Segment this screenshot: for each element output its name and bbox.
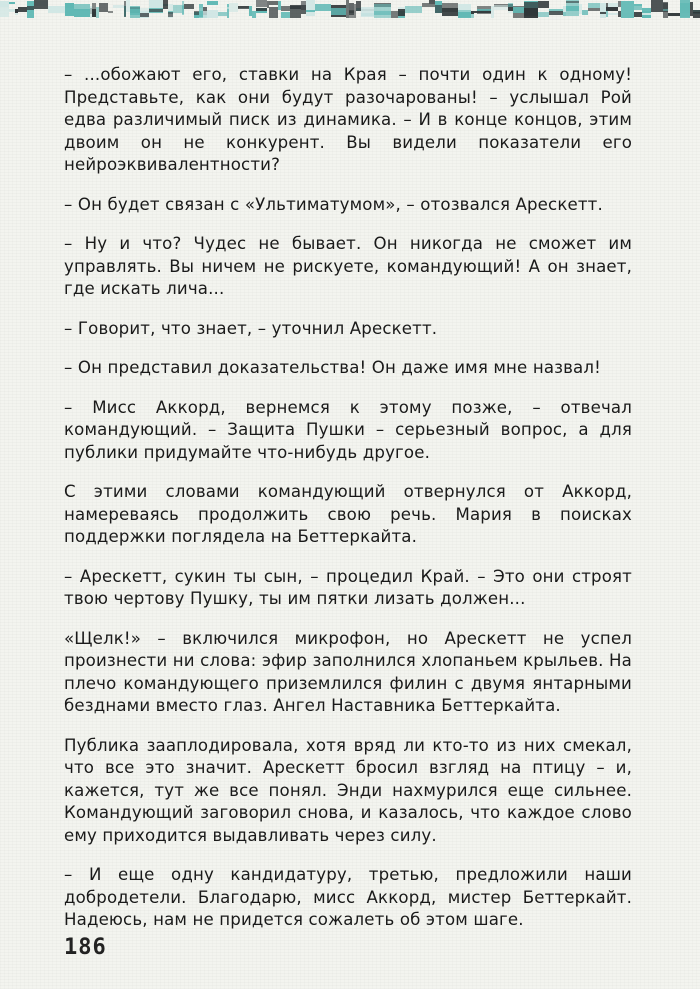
banner-glitch-block bbox=[194, 11, 199, 15]
banner-glitch-block bbox=[199, 4, 203, 8]
banner-glitch-block bbox=[494, 5, 508, 10]
banner-glitch-block bbox=[429, 0, 435, 4]
banner-glitch-block bbox=[566, 6, 579, 11]
banner-glitch-block bbox=[608, 3, 618, 7]
banner-glitch-block bbox=[48, 6, 65, 13]
banner-glitch-block bbox=[149, 0, 163, 8]
banner-glitch-block bbox=[306, 0, 315, 16]
banner-glitch-block bbox=[600, 3, 606, 18]
banner-glitch-block bbox=[203, 11, 207, 18]
banner-glitch-block bbox=[549, 11, 563, 15]
banner-glitch-block bbox=[588, 3, 600, 8]
paragraph: – Мисс Аккорд, вернемся к этому позже, – отвечал командующий. – Защита Пушки – серьезный вопрос, а для публики придумайте что-нибудь другое. bbox=[64, 397, 632, 462]
banner-glitch-block bbox=[227, 7, 229, 9]
banner-glitch-block bbox=[474, 11, 477, 13]
banner-glitch-block bbox=[124, 1, 126, 17]
banner-glitch-block bbox=[149, 9, 163, 12]
banner-glitch-block bbox=[199, 11, 203, 17]
glitch-banner-graphic bbox=[0, 0, 700, 18]
banner-glitch-block bbox=[680, 0, 690, 18]
banner-glitch-block bbox=[349, 10, 354, 18]
banner-glitch-block bbox=[18, 7, 27, 12]
paragraph: – Арескетт, сукин ты сын, – процедил Край. – Это они строят твою чертову Пушку, ты им пятки лизать должен... bbox=[64, 566, 632, 608]
banner-glitch-block bbox=[15, 13, 18, 15]
banner-glitch-block bbox=[15, 9, 18, 13]
banner-glitch-block bbox=[281, 12, 290, 18]
paragraph: – И еще одну кандидатуру, третью, предложили наши добродетели. Благодарю, мисс Аккорд, мистер Беттеркайт. Надеюсь, нам не придется сожалеть об этом шаге. bbox=[64, 865, 632, 929]
banner-glitch-block bbox=[391, 11, 398, 18]
banner-glitch-block bbox=[34, 0, 48, 9]
banner-glitch-block bbox=[356, 1, 361, 11]
banner-glitch-block bbox=[651, 0, 663, 12]
banner-glitch-block bbox=[513, 7, 524, 13]
banner-glitch-block bbox=[618, 11, 621, 17]
banner-glitch-block bbox=[642, 13, 651, 15]
banner-glitch-block bbox=[477, 9, 491, 11]
banner-glitch-block bbox=[634, 6, 642, 10]
banner-glitch-block bbox=[218, 12, 227, 16]
paragraph: – ...обожают его, ставки на Края – почти один к одному! Представьте, как они будут разочарованы! – услышал Рой едва различимый писк из динамика. – И в конце концов, этим двоим он не конкурент. Вы видели показатели его нейроэквивалентности? bbox=[64, 65, 632, 174]
paragraph: – Говорит, что знает, – уточнил Арескетт. bbox=[64, 318, 438, 338]
banner-glitch-block bbox=[600, 12, 606, 14]
banner-glitch-block bbox=[74, 9, 90, 17]
banner-glitch-block bbox=[634, 4, 642, 6]
banner-glitch-block bbox=[422, 3, 429, 7]
banner-glitch-block bbox=[634, 12, 642, 17]
banner-glitch-block bbox=[458, 10, 471, 17]
banner-glitch-block bbox=[491, 6, 494, 18]
banner-glitch-block bbox=[306, 10, 315, 12]
paragraph: – Он представил доказательства! Он даже имя мне назвал! bbox=[64, 358, 601, 377]
banner-glitch-block bbox=[508, 11, 513, 13]
banner-glitch-block bbox=[524, 2, 538, 16]
banner-glitch-block bbox=[301, 5, 306, 10]
banner-glitch-block bbox=[374, 4, 391, 18]
banner-glitch-block bbox=[563, 6, 566, 12]
banner-glitch-block bbox=[563, 12, 566, 16]
banner-glitch-block bbox=[621, 1, 634, 18]
banner-glitch-block bbox=[207, 1, 218, 5]
banner-glitch-block bbox=[315, 4, 331, 11]
banner-glitch-block bbox=[227, 4, 229, 18]
banner-glitch-block bbox=[508, 3, 513, 7]
banner-glitch-block bbox=[207, 10, 218, 18]
banner-glitch-block bbox=[229, 3, 238, 12]
banner-glitch-block bbox=[579, 4, 582, 14]
banner-glitch-block bbox=[9, 9, 15, 12]
banner-glitch-block bbox=[435, 5, 442, 13]
banner-glitch-block bbox=[249, 6, 252, 16]
banner-glitch-block bbox=[301, 10, 306, 14]
banner-glitch-block bbox=[99, 3, 108, 12]
banner-glitch-block bbox=[256, 0, 267, 7]
banner-glitch-block bbox=[608, 13, 618, 15]
banner-glitch-block bbox=[538, 12, 549, 17]
page-number: 186 bbox=[64, 935, 107, 960]
banner-glitch-block bbox=[405, 6, 422, 13]
banner-glitch-block bbox=[442, 8, 458, 16]
banner-glitch-block bbox=[606, 3, 608, 10]
banner-glitch-block bbox=[668, 13, 680, 16]
banner-glitch-block bbox=[252, 11, 256, 18]
banner-glitch-block bbox=[693, 10, 700, 13]
banner-glitch-block bbox=[96, 7, 99, 18]
banner-glitch-block bbox=[582, 10, 588, 15]
paragraph: С этими словами командующий отвернулся от Аккорд, намереваясь продолжить свою речь. Мария в поисках поддержки поглядела на Беттеркайта. bbox=[64, 482, 632, 546]
banner-glitch-block bbox=[538, 1, 549, 8]
banner-glitch-block bbox=[163, 0, 168, 9]
banner-glitch-block bbox=[92, 3, 96, 17]
banner-glitch-block bbox=[0, 1, 9, 17]
banner-glitch-block bbox=[663, 9, 668, 11]
banner-glitch-block bbox=[238, 6, 249, 8]
banner-glitch-block bbox=[346, 0, 349, 18]
banner-glitch-block bbox=[182, 1, 184, 15]
banner-glitch-block bbox=[267, 1, 269, 8]
paragraph: «Щелк!» – включился микрофон, но Арескетт не успел произнести ни слова: эфир заполнился хлопаньем крыльев. На плечо командующего приземлился филин с двумя янтарными безднами вместо глаз. Ангел Наставника Беттеркайта. bbox=[64, 628, 632, 715]
banner-glitch-block bbox=[256, 8, 267, 11]
banner-glitch-block bbox=[471, 11, 474, 14]
banner-glitch-block bbox=[354, 4, 356, 18]
banner-glitch-block bbox=[184, 4, 194, 9]
banner-glitch-block bbox=[140, 13, 149, 17]
banner-glitch-block bbox=[618, 1, 621, 7]
banner-glitch-block bbox=[331, 8, 346, 15]
banner-glitch-block bbox=[269, 7, 278, 18]
banner-glitch-block bbox=[588, 8, 600, 11]
banner-glitch-block bbox=[130, 6, 140, 18]
banner-glitch-block bbox=[278, 1, 281, 10]
banner-glitch-block bbox=[126, 0, 130, 12]
top-decorative-banner bbox=[0, 0, 700, 18]
banner-glitch-block bbox=[27, 6, 34, 10]
banner-glitch-block bbox=[90, 6, 92, 18]
banner-glitch-block bbox=[361, 7, 374, 17]
paragraph: – Ну и что? Чудес не бывает. Он никогда не сможет им управлять. Вы ничем не рискуете, командующий! А он знает, где искать лича... bbox=[64, 234, 632, 298]
paragraph: – Он будет связан с «Ультиматумом», – отозвался Арескетт. bbox=[64, 194, 603, 214]
banner-glitch-block bbox=[173, 5, 182, 13]
banner-glitch-block bbox=[113, 5, 124, 8]
book-text bbox=[64, 64, 632, 949]
banner-glitch-block bbox=[281, 6, 290, 11]
banner-glitch-block bbox=[608, 7, 618, 11]
banner-glitch-block bbox=[65, 3, 74, 16]
banner-glitch-block bbox=[690, 2, 693, 16]
banner-glitch-block bbox=[290, 5, 301, 9]
banner-glitch-block bbox=[168, 12, 173, 17]
banner-glitch-block bbox=[398, 9, 405, 16]
banner-glitch-block bbox=[566, 1, 579, 3]
banner-glitch-block bbox=[429, 4, 435, 7]
banner-glitch-block bbox=[269, 1, 278, 5]
banner-glitch-block bbox=[108, 11, 113, 13]
banner-glitch-block bbox=[9, 2, 15, 4]
paragraph: Публика зааплодировала, хотя вряд ли кто-то из них смекал, что все это значит. Арескетт бросил взгляд на птицу – и, кажется, тут же все понял. Энди нахмурился еще сильнее. Командующий заговорил снова, и казалось, что каждое слово ему приходится выдавливать через силу. bbox=[64, 735, 632, 845]
